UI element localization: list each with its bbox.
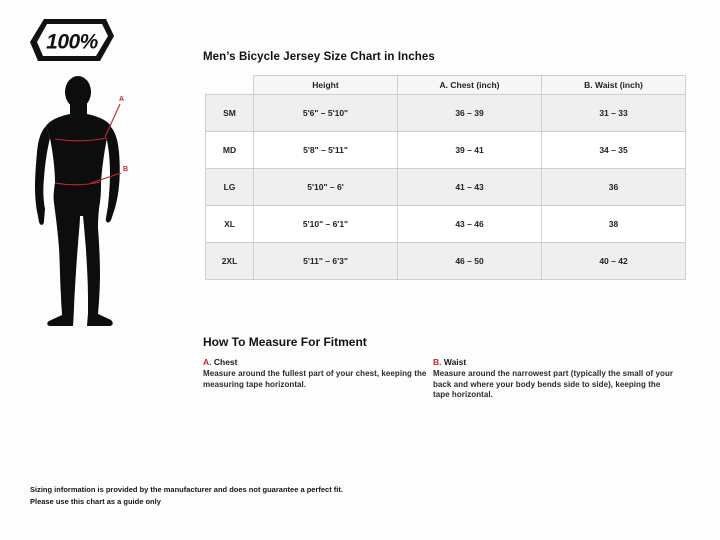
column-header-chest: A. Chest (inch) [398, 76, 542, 95]
size-cell: SM [206, 95, 254, 132]
height-cell: 5'11" – 6'3" [254, 243, 398, 280]
table-row-xl [206, 206, 686, 243]
column-header-height: Height [254, 76, 398, 95]
waist-cell: 36 [542, 169, 686, 206]
body-silhouette-figure [28, 76, 134, 328]
column-header-waist: B. Waist (inch) [542, 76, 686, 95]
chest-label-name: Chest [213, 357, 238, 367]
table-row-sm [206, 95, 686, 132]
chest-measure-label [203, 357, 433, 367]
table-row-lg [206, 169, 686, 206]
waist-measure-label [433, 357, 678, 367]
size-cell: 2XL [206, 243, 254, 280]
waist-cell: 40 – 42 [542, 243, 686, 280]
size-chart [205, 75, 685, 280]
chest-label-a: A [119, 96, 125, 103]
chest-label-letter: A. [203, 357, 212, 367]
corner-cell [206, 76, 254, 95]
table-row-md [206, 132, 686, 169]
disclaimer-line-1: Sizing information is provided by the manufacturer and does not guarantee a perfect fit. [30, 485, 343, 494]
disclaimer [30, 484, 343, 507]
waist-label-letter: B. [433, 357, 442, 367]
measure-waist-block [433, 357, 678, 401]
silhouette-left-arm [35, 126, 50, 225]
table-row-2xl [206, 243, 686, 280]
height-cell: 5'8" – 5'11" [254, 132, 398, 169]
chest-measure-text: Measure around the fullest part of your chest, keeping the measuring tape horizontal. [203, 369, 427, 389]
measure-section-heading: How To Measure For Fitment [203, 335, 367, 349]
header-row [206, 76, 686, 95]
chest-cell: 39 – 41 [398, 132, 542, 169]
disclaimer-line-2: Please use this chart as a guide only [30, 496, 161, 506]
body-silhouette-icon [28, 76, 134, 328]
logo-text: 100% [46, 30, 98, 54]
chest-cell: 36 – 39 [398, 95, 542, 132]
size-cell: XL [206, 206, 254, 243]
chest-cell: 43 – 46 [398, 206, 542, 243]
size-chart-table [205, 75, 686, 280]
chest-cell: 46 – 50 [398, 243, 542, 280]
page-title: Men’s Bicycle Jersey Size Chart in Inches [203, 51, 435, 63]
logo-badge-icon [30, 17, 114, 63]
height-cell: 5'10" – 6'1" [254, 206, 398, 243]
size-cell: MD [206, 132, 254, 169]
silhouette-body [46, 104, 113, 326]
height-cell: 5'6" – 5'10" [254, 95, 398, 132]
size-cell: LG [206, 169, 254, 206]
waist-label-b: B [123, 166, 129, 173]
waist-measure-text: Measure around the narrowest part (typically the small of your back and where your body bends side to side), keeping the tape horizontal. [433, 369, 674, 400]
waist-cell: 34 – 35 [542, 132, 686, 169]
waist-cell: 38 [542, 206, 686, 243]
brand-logo-icon [30, 17, 114, 63]
height-cell: 5'10" – 6' [254, 169, 398, 206]
waist-cell: 31 – 33 [542, 95, 686, 132]
silhouette-head [65, 76, 91, 108]
chest-cell: 41 – 43 [398, 169, 542, 206]
measure-chest-block [203, 357, 433, 390]
waist-label-name: Waist [443, 357, 467, 367]
